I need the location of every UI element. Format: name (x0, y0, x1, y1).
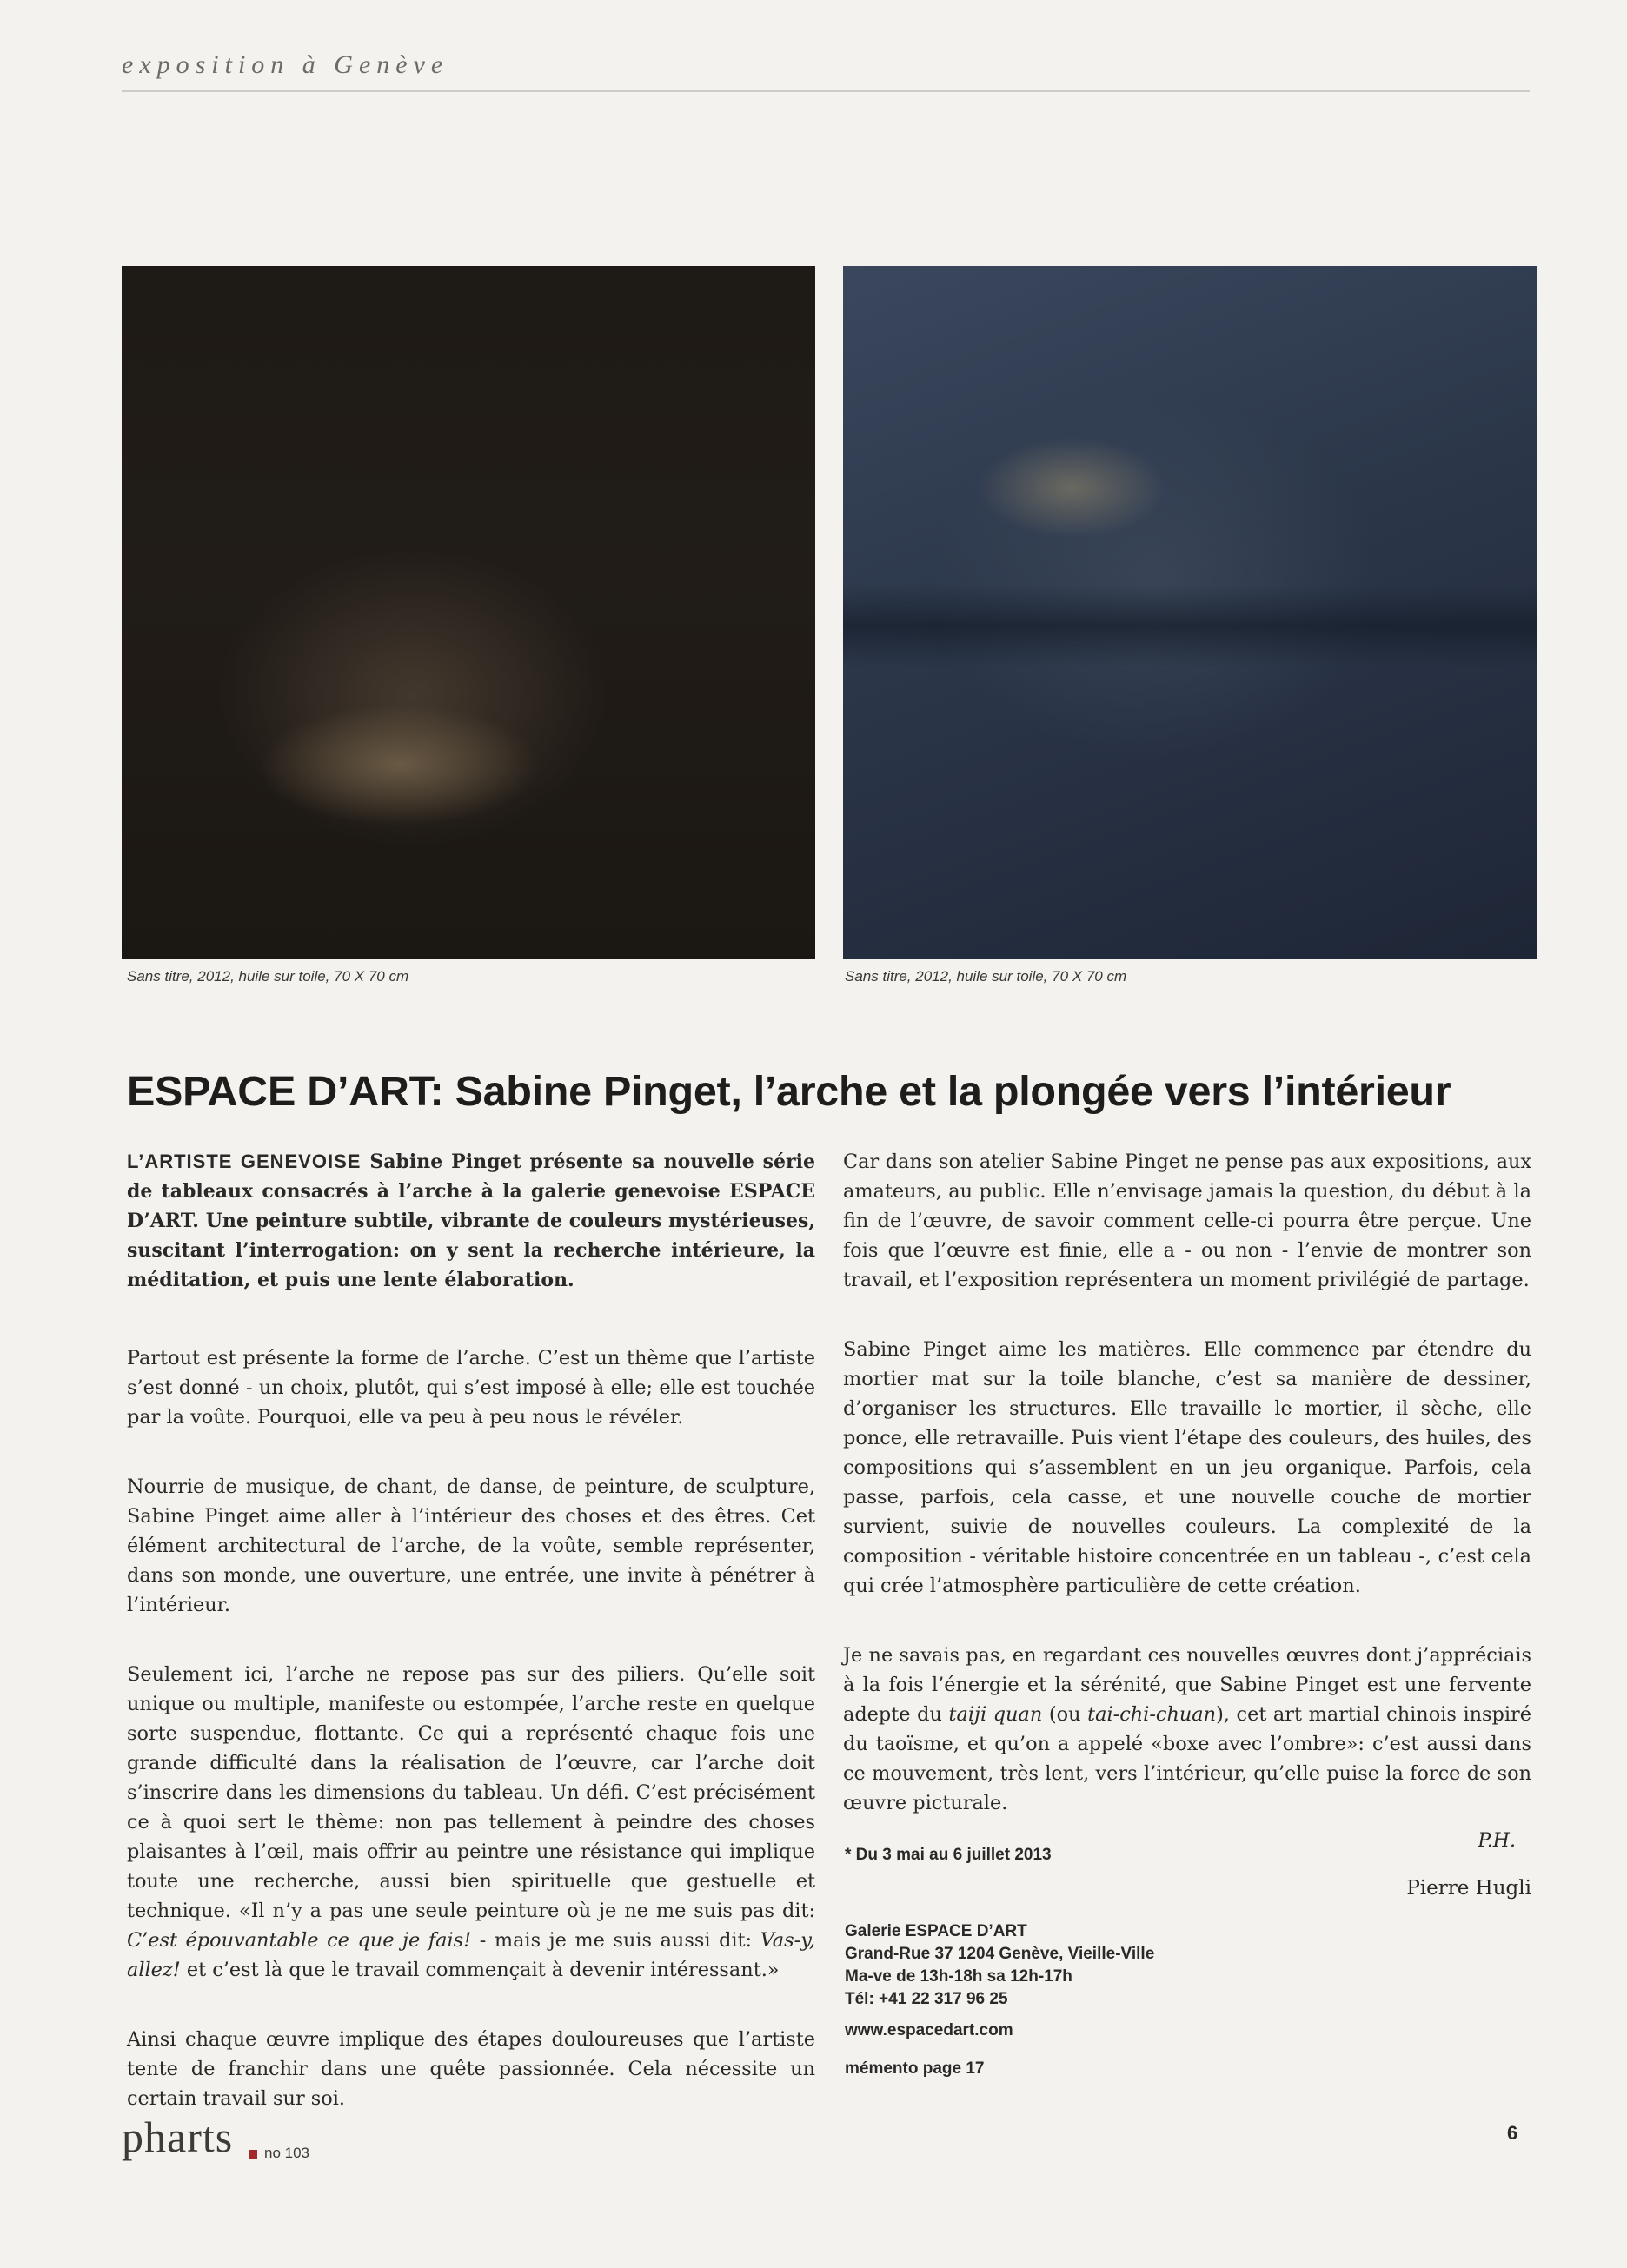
gallery-phone: Tél: +41 22 317 96 25 (845, 1990, 1008, 2008)
author-initials: P.H. (1478, 1830, 1516, 1852)
page-number: 6 (1507, 2122, 1518, 2144)
body-paragraph: Nourrie de musique, de chant, de danse, de peinture, de sculpture, Sabine Pinget aime aller à l’intérieur des choses et des êtres. Cet élément architectural de l’arche, de la voûte, semble représenter, dans son monde, une ouverture, une entrée, une invite à pénétrer à l’intérieur. (127, 1476, 815, 1616)
lead-paragraph (127, 1147, 815, 1295)
text-span: Je ne savais pas, en regardant ces nouvelles œuvres dont j’appréciais à la fois l’énergie et la sérénité, que Sabine Pinget est une fervente adepte du (843, 1644, 1531, 1726)
header-divider (122, 90, 1530, 92)
exhibition-dates: * Du 3 mai au 6 juillet 2013 (845, 1846, 1052, 1864)
memento-reference: mémento page 17 (845, 2059, 985, 2078)
text-span: - mais je me suis aussi dit: (471, 1929, 760, 1952)
italic-term: taiji quan (948, 1703, 1043, 1726)
lead-caps: L’ARTISTE GENEVOISE (127, 1151, 362, 1172)
painting-image-right (843, 266, 1537, 959)
image-caption-right: Sans titre, 2012, huile sur toile, 70 X 70 cm (845, 968, 1127, 985)
body-paragraph: Ainsi chaque œuvre implique des étapes douloureuses que l’artiste tente de franchir dans une quête passionnée. Cela nécessite un certain travail sur soi. (127, 2028, 815, 2110)
magazine-logo: pharts (122, 2112, 234, 2161)
left-column (127, 1147, 815, 2153)
author-name: Pierre Hugli (1406, 1877, 1531, 1900)
text-span: Seulement ici, l’arche ne repose pas sur des piliers. Qu’elle soit unique ou multiple, manifeste ou estompée, l’arche reste en quelque sorte suspendue, flottante. Ce qui a représenté chaque fois une grande difficulté dans la réalisation de l’œuvre, car l’arche doit s’inscrire dans les dimensions du tableau. Un défi. C’est précisément ce à quoi sert le thème: non pas tellement à peindre des choses plaisantes à l’œil, mais offrir au peintre une résistance qui implique toute une recherche, aussi bien spirituelle que gestuelle et technique. «Il n’y a pas une seule peinture où je ne me suis pas dit: (127, 1663, 815, 1922)
text-span: ), cet art martial chinois inspiré du taoïsme, et qu’on a appelé «boxe avec l’ombre»: c’est aussi dans ce mouvement, très lent, vers l’intérieur, qu’elle puise la force de son œuvre picturale. (843, 1703, 1531, 1814)
gallery-website: www.espacedart.com (845, 2021, 1013, 2039)
issue-number: no 103 (264, 2145, 309, 2161)
italic-term: tai-chi-chuan (1087, 1703, 1217, 1726)
body-paragraph: Car dans son atelier Sabine Pinget ne pense pas aux expositions, aux amateurs, au public. Elle n’envisage jamais la question, du début à la fin de l’œuvre, de savoir comment celle-ci pourra être perçue. Une fois que l’œuvre est finie, elle a - ou non - l’envie de montrer son travail, et l’exposition représentera un moment privilégié de partage. (843, 1151, 1531, 1291)
section-header: exposition à Genève (122, 50, 449, 79)
italic-quote: Vas-y, allez! (127, 1929, 815, 1981)
gallery-name: Galerie ESPACE D’ART (845, 1922, 1027, 1940)
gallery-hours: Ma-ve de 13h-18h sa 12h-17h (845, 1967, 1072, 1986)
body-paragraph: Sabine Pinget aime les matières. Elle commence par étendre du mortier mat sur la toile blanche, c’est sa manière de dessiner, d’organiser les structures. Elle travaille le mortier, il sèche, elle ponce, elle retravaille. Puis vient l’étape des couleurs, des huiles, des compositions qui s’assemblent en un jeu organique. Parfois, cela passe, parfois, cela casse, et une nouvelle couche de mortier survient, suivie de nouvelles couleurs. La complexité de la composition - véritable histoire concentrée en un tableau -, c’est cela qui crée l’atmosphère particulière de cette création. (843, 1338, 1531, 1597)
body-paragraph (843, 1641, 1531, 1818)
italic-quote: C’est épouvantable ce que je fais! (127, 1929, 472, 1952)
image-caption-left: Sans titre, 2012, huile sur toile, 70 X 70 cm (127, 968, 409, 985)
text-span: et c’est là que le travail commençait à devenir intéressant.» (180, 1959, 780, 1981)
body-paragraph (127, 1660, 815, 1985)
gallery-address: Grand-Rue 37 1204 Genève, Vieille-Ville (845, 1945, 1155, 1963)
article-headline: ESPACE D’ART: Sabine Pinget, l’arche et la plongée vers l’intérieur (127, 1068, 1451, 1115)
text-span: (ou (1042, 1703, 1088, 1726)
logo-mark-icon (249, 2150, 257, 2159)
body-paragraph: Partout est présente la forme de l’arche. C’est un thème que l’artiste s’est donné - un choix, plutôt, qui s’est imposé à elle; elle est touchée par la voûte. Pourquoi, elle va peu à peu nous le révéler. (127, 1347, 815, 1429)
lead-text: Sabine Pinget présente sa nouvelle série de tableaux consacrés à l’arche à la galerie genevoise ESPACE D’ART. Une peinture subtile, vibrante de couleurs mystérieuses, suscitant l’interrogation: on y sent la recherche intérieure, la méditation, et puis une lente élaboration. (127, 1151, 815, 1291)
gallery-info (845, 1920, 1154, 2011)
painting-image-left (122, 266, 815, 959)
right-column (843, 1147, 1531, 1903)
